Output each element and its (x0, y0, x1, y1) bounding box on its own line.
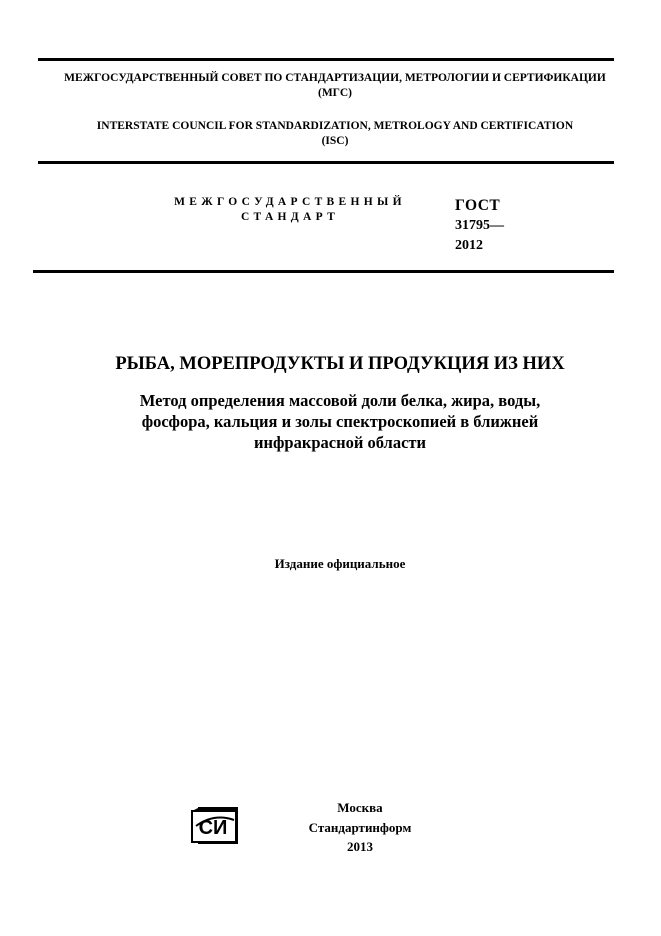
subtitle-line3: инфракрасной области (253, 433, 427, 452)
publication-year: 2013 (347, 839, 373, 854)
council-name-ru-line1: МЕЖГОСУДАРСТВЕННЫЙ СОВЕТ ПО СТАНДАРТИЗАЦИИ, МЕТРОЛОГИИ И СЕРТИФИКАЦИИ (64, 72, 606, 84)
council-name-ru-abbr: (МГС) (318, 87, 352, 99)
middle-rule (38, 161, 614, 164)
svg-text:СИ: СИ (198, 817, 228, 839)
edition-label: Издание официальное (274, 556, 406, 571)
standard-designation (455, 196, 504, 256)
standard-type-line2: СТАНДАРТ (240, 211, 340, 223)
publisher-city: Москва (337, 800, 383, 815)
document-subtitle (60, 390, 620, 453)
designation-number: 31795— (455, 218, 504, 233)
council-name-en-abbr: (ISC) (321, 135, 349, 147)
designation-prefix: ГОСТ (455, 197, 501, 214)
council-name-ru (30, 71, 640, 101)
document-title: РЫБА, МОРЕПРОДУКТЫ И ПРОДУКЦИЯ ИЗ НИХ (115, 354, 565, 374)
publisher-block (250, 798, 470, 857)
standard-type (160, 195, 420, 225)
subtitle-line2: фосфора, кальция и золы спектроскопией в ближней (141, 412, 539, 431)
top-rule (38, 58, 614, 61)
subtitle-line1: Метод определения массовой доли белка, жира, воды, (139, 391, 541, 410)
bottom-header-rule (33, 270, 614, 273)
publisher-name: Стандартинформ (308, 819, 412, 835)
designation-year: 2012 (455, 238, 483, 253)
standard-type-line1: МЕЖГОСУДАРСТВЕННЫЙ (174, 196, 406, 208)
council-name-en-line1: INTERSTATE COUNCIL FOR STANDARDIZATION, METROLOGY AND CERTIFICATION (96, 120, 574, 132)
council-name-en (30, 119, 640, 149)
standartinform-logo (190, 805, 242, 846)
